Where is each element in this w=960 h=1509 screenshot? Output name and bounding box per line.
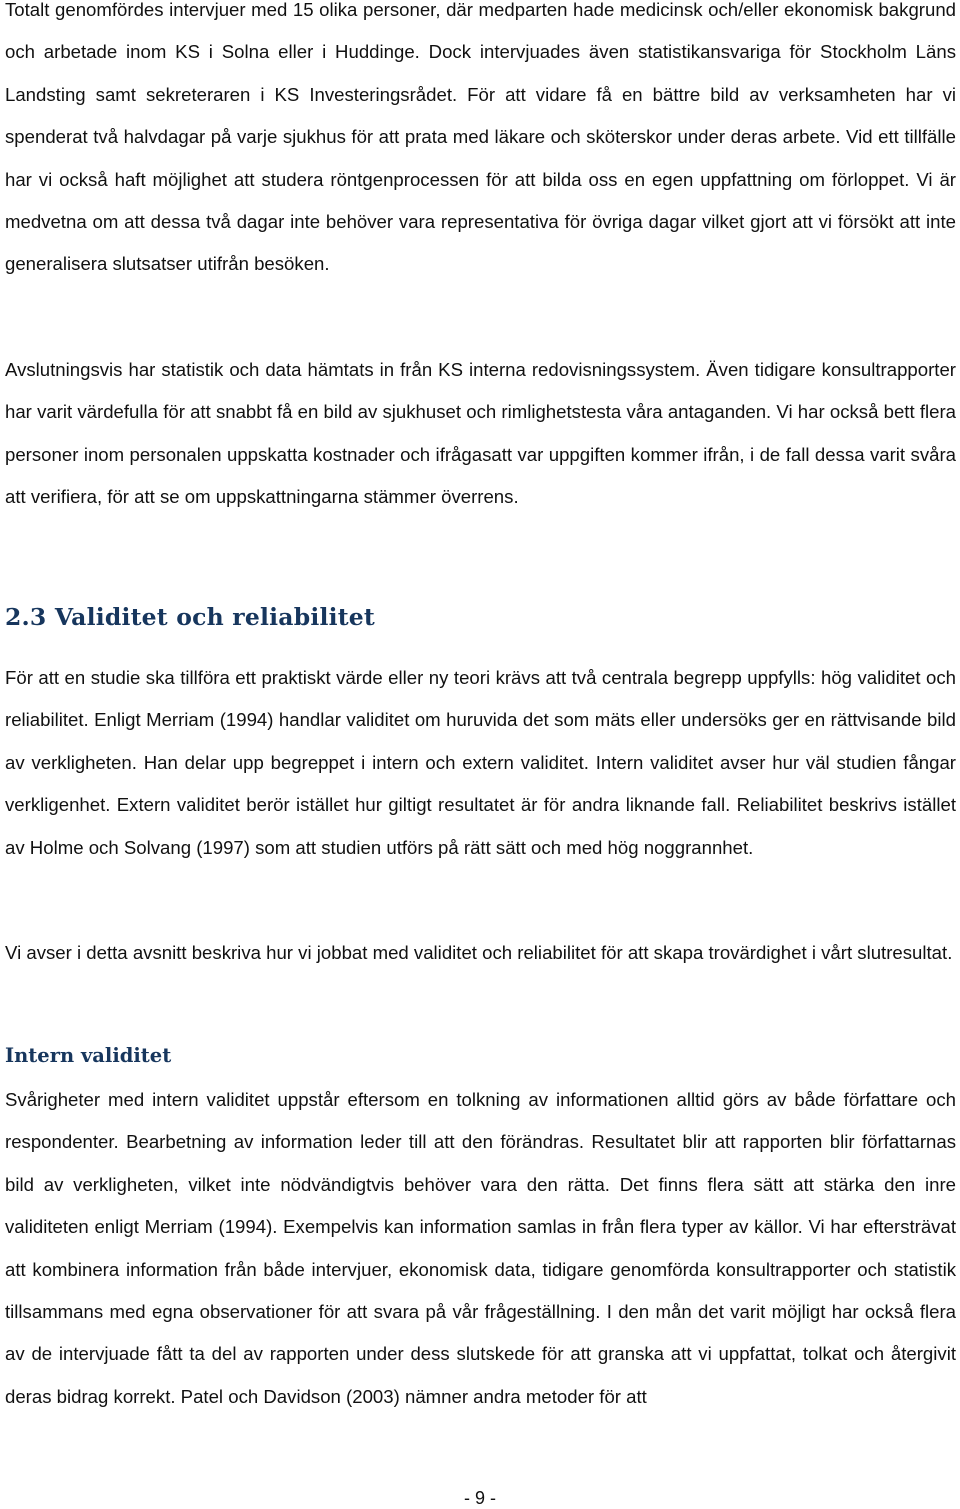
paragraph-internal-validity: Svårigheter med intern validitet uppstår eftersom en tolkning av informationen alltid görs av både författare och respondenter. Bearbetning av information leder till att den förändras. Resultatet blir att rapporten blir författarnas bild av verkligheten, vilket inte nödvändigtvis behöver vara den rätta. Det finns flera sätt att stärka den inre validiteten enligt Merriam (1994). Exempelvis kan information samlas in från flera typer av källor. Vi har eftersträvat att kombinera information från både intervjuer, ekonomisk data, tidigare genomförda konsultrapporter och statistik tillsammans med egna observationer för att svara på vår frågeställning. I den mån det varit möjligt har också flera av de intervjuade fått ta del av rapporten under dess slutskede för att granska att vi uppfattat, tolkat och återgivit deras bidrag korrekt. Patel och Davidson (2003) nämner andra metoder för att [5, 1089, 956, 1407]
paragraph-data-sources: Avslutningsvis har statistik och data hämtats in från KS interna redovisningssystem. Även tidigare konsultrapporter har varit värdefulla för att snabbt få en bild av sjukhuset och rimlighetstesta våra antaganden. Vi har också bett flera personer inom personalen uppskatta kostnader och ifrågasatt var uppgiften kommer ifrån, i de fall dessa varit svåra att verifiera, för att se om uppskattningarna stämmer överrens. [5, 359, 956, 508]
paragraph-validity-intro: För att en studie ska tillföra ett praktiskt värde eller ny teori krävs att två centrala begrepp uppfylls: hög validitet och reliabilitet. Enligt Merriam (1994) handlar validitet om huruvida det som mäts eller undersöks ger en rättvisande bild av verkligheten. Han delar upp begreppet i intern och extern validitet. Intern validitet avser hur väl studien fångar verkligenhet. Extern validitet berör istället hur giltigt resultatet är för andra liknande fall. Reliabilitet beskrivs istället av Holme och Solvang (1997) som att studien utförs på rätt sätt och med hög noggrannhet. [5, 667, 956, 858]
subsection-heading: Intern validitet [5, 1044, 172, 1067]
paragraph-interviews: Totalt genomfördes intervjuer med 15 olika personer, där medparten hade medicinsk och/eller ekonomisk bakgrund och arbetade inom KS i Solna eller i Huddinge. Dock intervjuades även statistikansvariga för Stockholm Läns Landsting samt sekreteraren i KS Investeringsrådet. För att vidare få en bättre bild av verksamheten har vi spenderat två halvdagar på varje sjukhus för att prata med läkare och sköterskor under deras arbete. Vid ett tillfälle har vi också haft möjlighet att studera röntgenprocessen för att bilda oss en egen uppfattning om förloppet. Vi är medvetna om att dessa två dagar inte behöver vara representativa för övriga dagar vilket gjort att vi försökt att inte generalisera slutsatser utifrån besöken. [5, 0, 956, 275]
page-number: - 9 - [463, 1488, 496, 1508]
section-title: Validitet och reliabilitet [54, 603, 375, 631]
section-number: 2.3 [5, 603, 47, 631]
paragraph-section-aim: Vi avser i detta avsnitt beskriva hur vi jobbat med validitet och reliabilitet för att skapa trovärdighet i vårt slutresultat. [5, 942, 953, 963]
section-heading [5, 603, 375, 631]
